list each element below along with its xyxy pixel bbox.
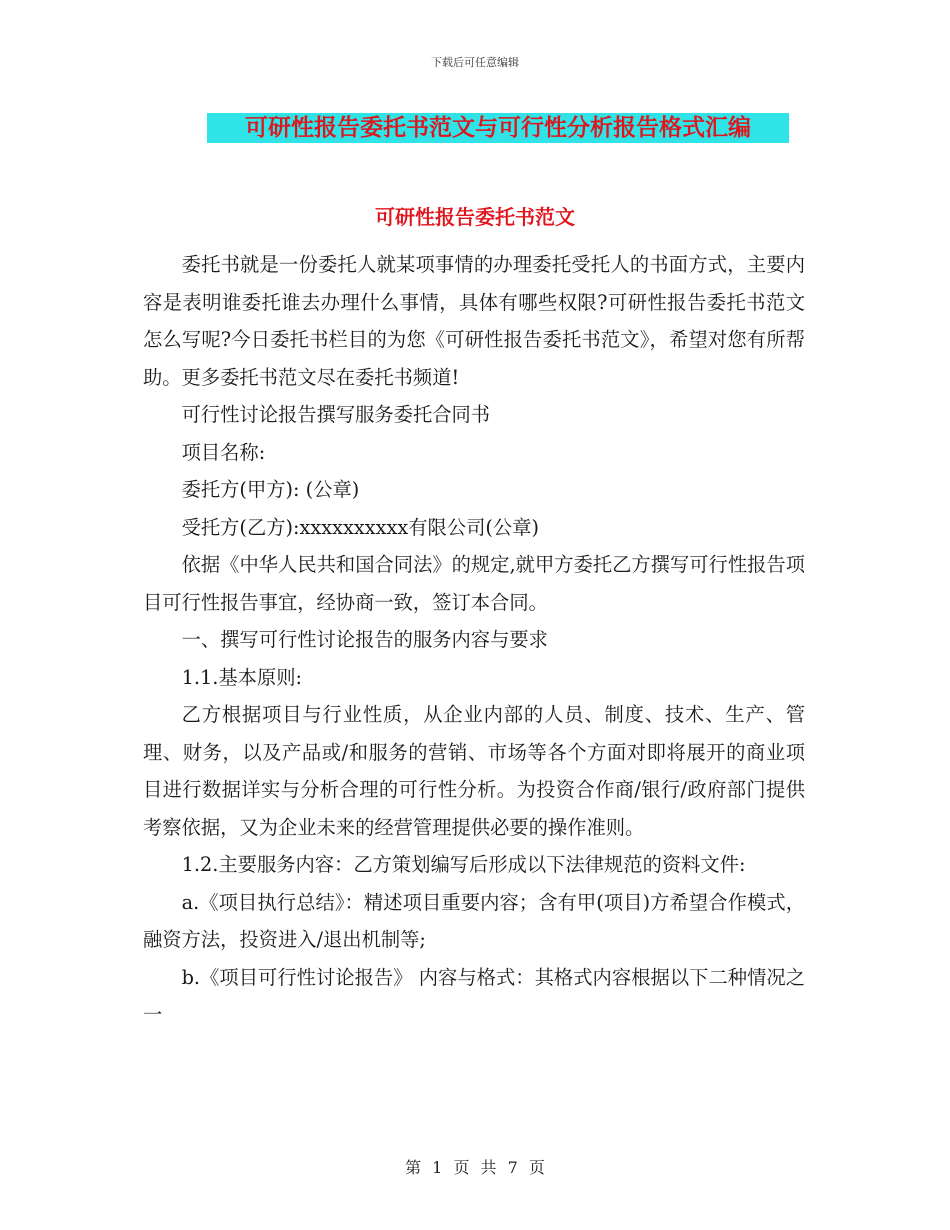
paragraph: 受托方(乙方):xxxxxxxxxx有限公司(公章) [181,515,540,539]
section-title: 可研性报告委托书范文 [375,205,575,229]
paragraph: b.《项目可行性讨论报告》 内容与格式：其格式内容根据以下二种情况之一 [143,965,805,1026]
document-body [143,246,805,1034]
page-number-footer: 第 1 页 共 7 页 [405,1158,545,1177]
paragraph: 乙方根据项目与行业性质，从企业内部的人员、制度、技术、生产、管理、财务，以及产品或/和服务的营销、市场等各个方面对即将展开的商业项目进行数据详实与分析合理的可行性分析。为投资合作商/银行/政府部门提供考察依据，又为企业未来的经营管理提供必要的操作准则。 [143,703,805,839]
paragraph: 1.2.主要服务内容：乙方策划编写后形成以下法律规范的资料文件: [181,853,746,876]
paragraph: 1.1.基本原则: [181,665,303,689]
page-header-note: 下载后可任意编辑 [431,56,519,69]
paragraph: 一、撰写可行性讨论报告的服务内容与要求 [181,628,548,651]
paragraph: a.《项目执行总结》：精述项目重要内容；含有甲(项目)方希望合作模式，融资方法，投资进入/退出机制等; [143,890,805,951]
paragraph: 委托书就是一份委托人就某项事情的办理委托受托人的书面方式，主要内容是表明谁委托谁去办理什么事情，具体有哪些权限?可研性报告委托书范文怎么写呢?今日委托书栏目的为您《可研性报告委托书范文》，希望对您有所帮助。更多委托书范文尽在委托书频道! [143,253,805,389]
document-title: 可研性报告委托书范文与可行性分析报告格式汇编 [207,113,789,143]
paragraph: 委托方(甲方): (公章) [181,478,360,501]
paragraph: 项目名称: [181,440,266,464]
paragraph: 可行性讨论报告撰写服务委托合同书 [181,403,491,426]
paragraph: 依据《中华人民共和国合同法》的规定,就甲方委托乙方撰写可行性报告项目可行性报告事宜，经协商一致，签订本合同。 [143,553,805,614]
